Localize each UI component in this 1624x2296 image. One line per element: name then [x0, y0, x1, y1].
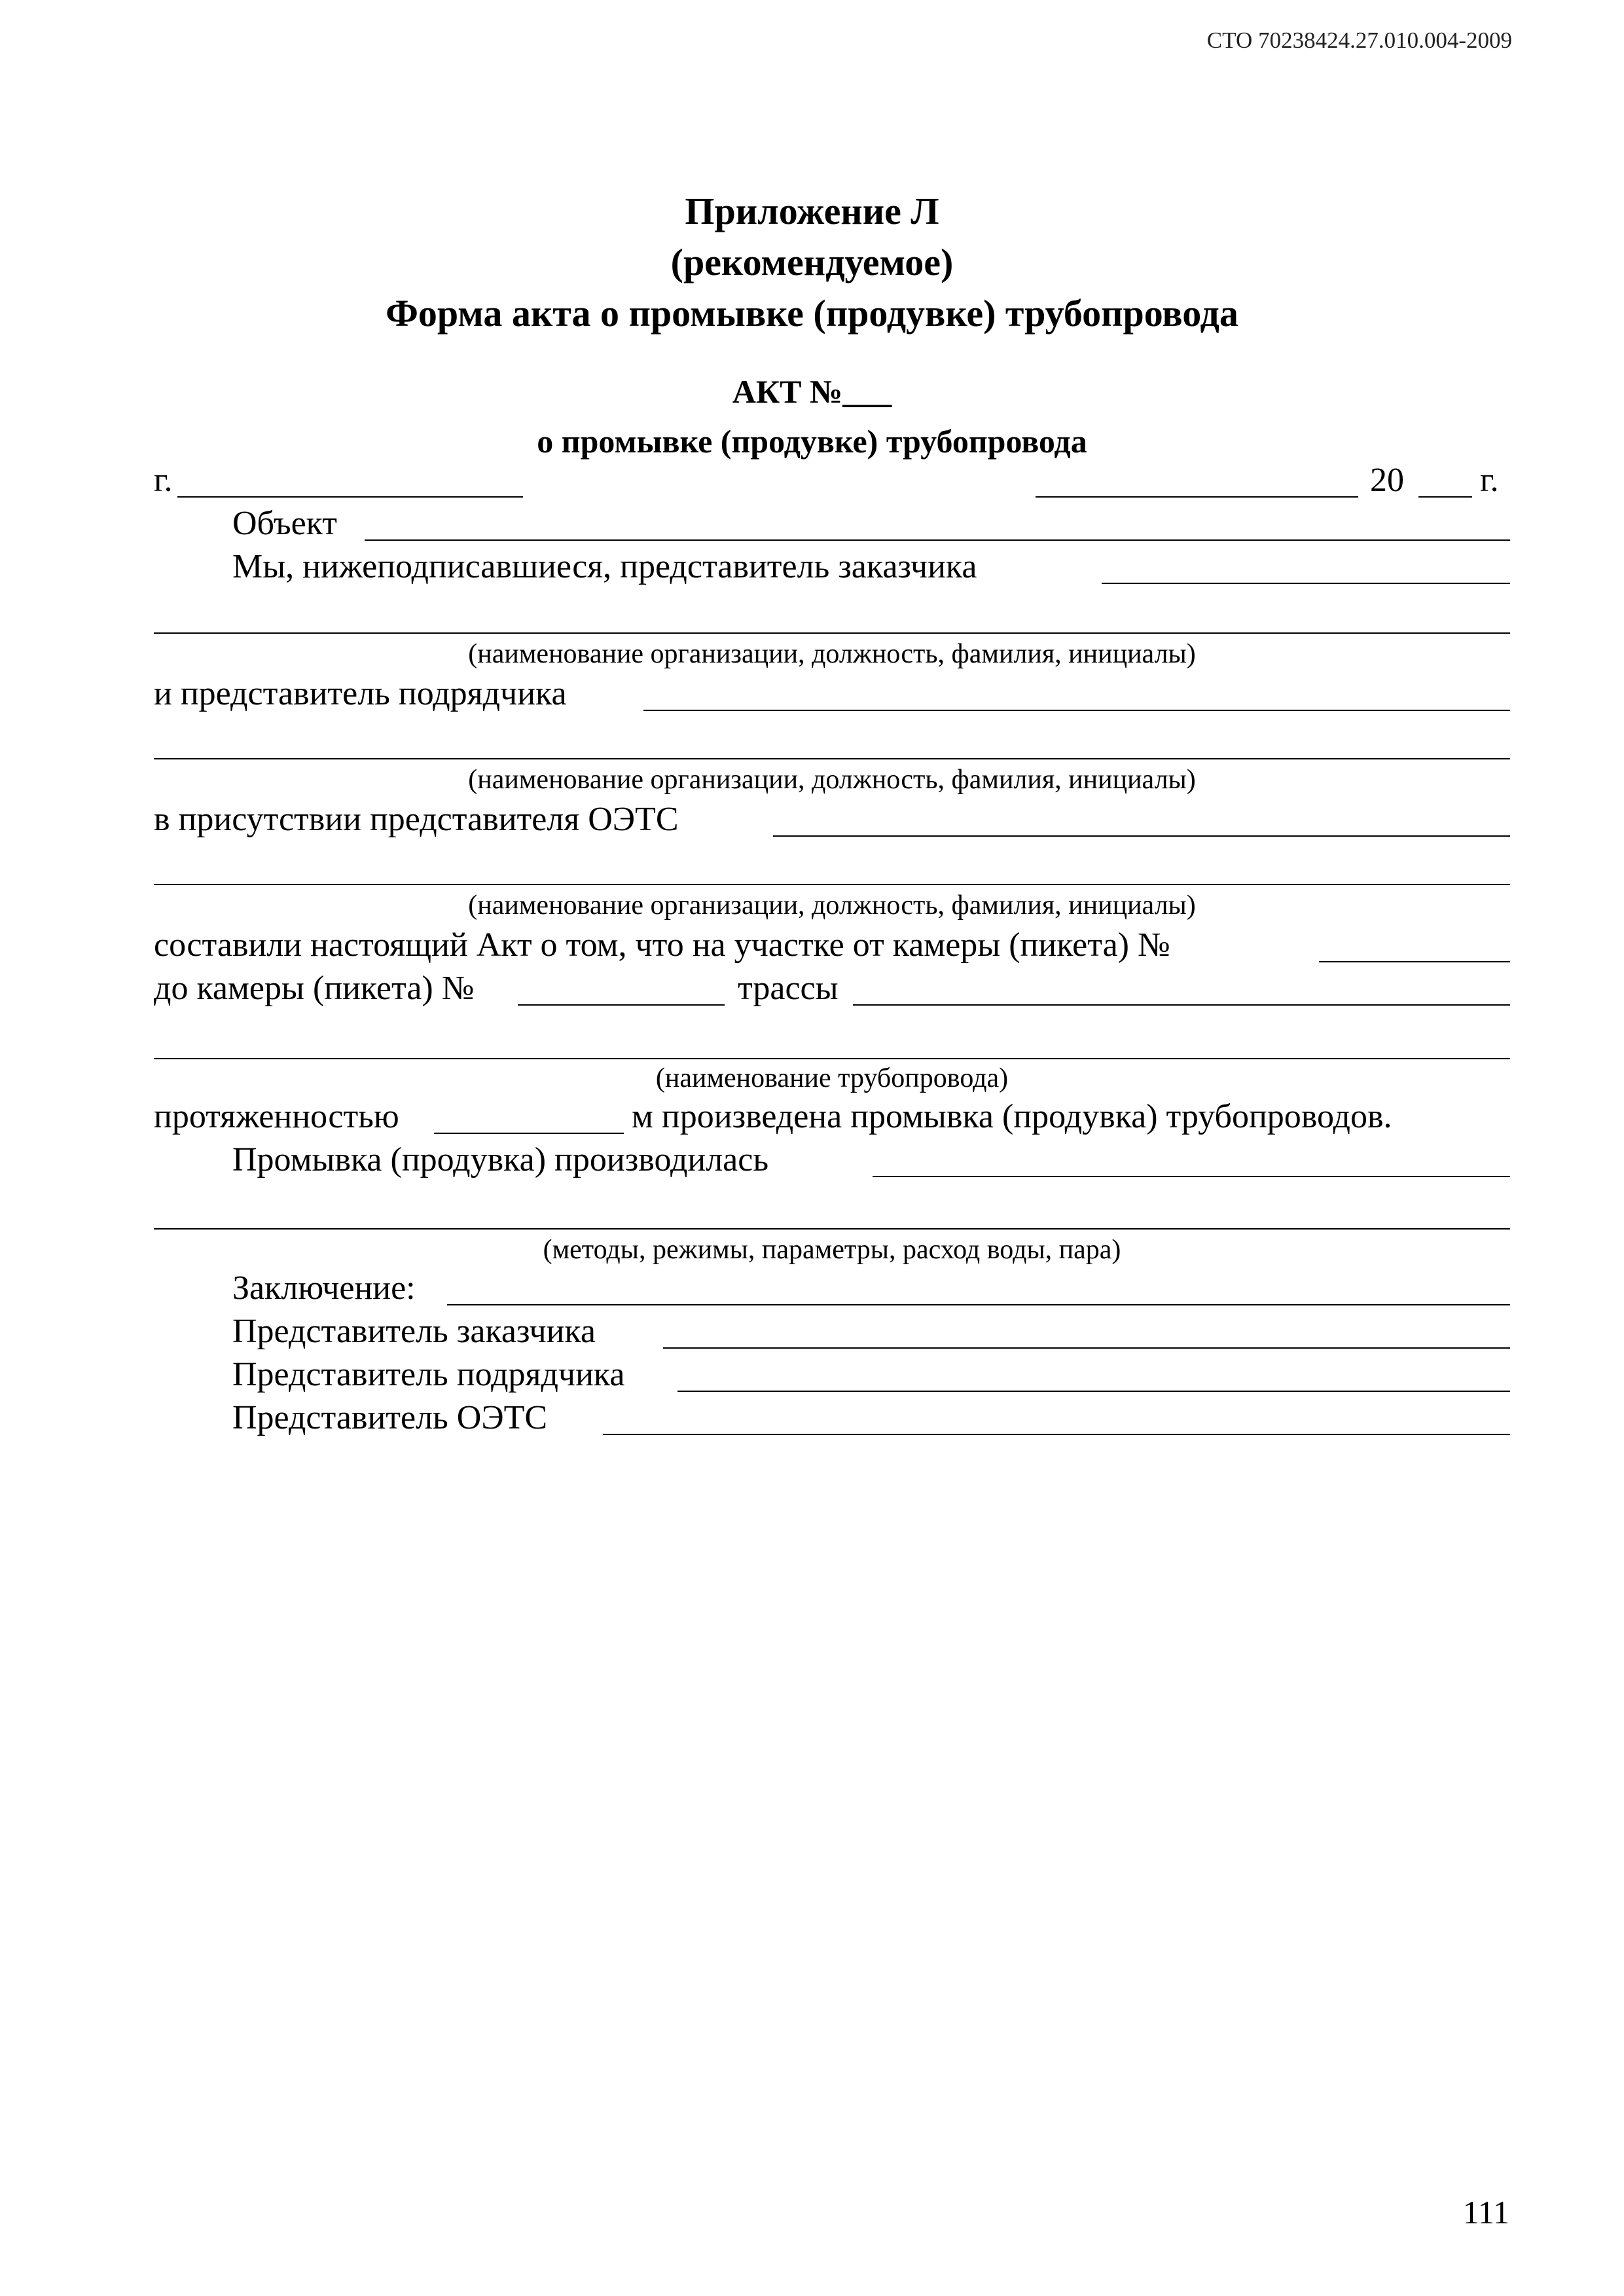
flushing-row	[154, 1140, 1510, 1182]
statement-row	[154, 926, 1510, 968]
length-suffix: м произведена промывка (продувка) трубопроводов.	[632, 1098, 1392, 1135]
to-chamber-field[interactable]	[518, 1004, 725, 1006]
page-number: 111	[1462, 2194, 1509, 2231]
statement-text: составили настоящий Акт о том, что на участке от камеры (пикета) №	[154, 926, 1170, 964]
year-prefix: 20	[1370, 462, 1404, 499]
length-field[interactable]	[434, 1133, 624, 1134]
sign-customer-label: Представитель заказчика	[232, 1313, 596, 1350]
contractor-caption: (наименование организации, должность, фамилия, инициалы)	[468, 765, 1196, 795]
sign-contractor-row	[154, 1355, 1510, 1397]
document-code: СТО 70238424.27.010.004-2009	[1206, 27, 1512, 53]
sign-oets-field[interactable]	[603, 1434, 1510, 1435]
from-chamber-field[interactable]	[1319, 961, 1510, 962]
length-label: протяженностью	[154, 1098, 399, 1135]
pipeline-row	[154, 1023, 1510, 1065]
customer-caption: (наименование организации, должность, фамилия, инициалы)	[468, 639, 1196, 669]
pipeline-caption: (наименование трубопровода)	[655, 1063, 1009, 1093]
date-field[interactable]	[1036, 496, 1358, 498]
contractor-field-2[interactable]	[154, 758, 1510, 759]
oets-row	[154, 800, 1510, 842]
city-field[interactable]	[177, 496, 523, 498]
appendix-form-name: Форма акта о промывке (продувке) трубопровода	[386, 292, 1238, 335]
methods-row	[154, 1193, 1510, 1235]
contractor-row	[154, 674, 1510, 716]
oets-caption: (наименование организации, должность, фамилия, инициалы)	[468, 890, 1196, 920]
customer-label: Мы, нижеподписавшиеся, представитель заказчика	[232, 548, 977, 585]
conclusion-label: Заключение:	[232, 1269, 416, 1307]
route-field[interactable]	[853, 1004, 1510, 1006]
sign-contractor-label: Представитель подрядчика	[232, 1356, 625, 1393]
year-field[interactable]	[1418, 496, 1472, 498]
flushing-field[interactable]	[873, 1176, 1510, 1177]
contractor-label: и представитель подрядчика	[154, 675, 567, 712]
act-heading	[0, 367, 1624, 466]
conclusion-row	[154, 1269, 1510, 1311]
object-row	[154, 504, 1510, 546]
sign-contractor-field[interactable]	[677, 1391, 1510, 1392]
oets-field[interactable]	[773, 835, 1510, 837]
object-label: Объект	[232, 505, 337, 542]
object-field[interactable]	[365, 539, 1510, 541]
sign-oets-label: Представитель ОЭТС	[232, 1399, 548, 1436]
year-suffix: г.	[1480, 462, 1499, 499]
city-date-row	[154, 461, 1510, 503]
customer-row	[154, 547, 1510, 589]
methods-caption: (методы, режимы, параметры, расход воды, пара)	[543, 1235, 1121, 1265]
flushing-label: Промывка (продувка) производилась	[232, 1141, 769, 1178]
appendix-heading: Приложение Л	[685, 190, 939, 232]
contractor-row-2	[154, 723, 1510, 765]
customer-field-2[interactable]	[154, 632, 1510, 634]
oets-field-2[interactable]	[154, 884, 1510, 885]
sign-customer-row	[154, 1312, 1510, 1354]
length-row	[154, 1097, 1510, 1139]
act-number: АКТ №___	[732, 373, 892, 410]
customer-field[interactable]	[1102, 583, 1510, 584]
route-row	[154, 969, 1510, 1011]
conclusion-field[interactable]	[447, 1304, 1510, 1305]
pipeline-field[interactable]	[154, 1058, 1510, 1059]
sign-oets-row	[154, 1398, 1510, 1440]
oets-label: в присутствии представителя ОЭТС	[154, 801, 679, 838]
to-chamber-label: до камеры (пикета) №	[154, 970, 475, 1007]
act-subtitle: о промывке (продувке) трубопровода	[537, 423, 1087, 460]
appendix-title	[0, 186, 1624, 339]
city-prefix: г.	[154, 462, 173, 499]
sign-customer-field[interactable]	[663, 1347, 1510, 1349]
oets-row-2	[154, 848, 1510, 890]
route-label: трассы	[738, 970, 839, 1007]
methods-field[interactable]	[154, 1228, 1510, 1230]
contractor-field[interactable]	[643, 710, 1510, 711]
customer-row-2	[154, 597, 1510, 639]
appendix-status: (рекомендуемое)	[670, 241, 954, 283]
